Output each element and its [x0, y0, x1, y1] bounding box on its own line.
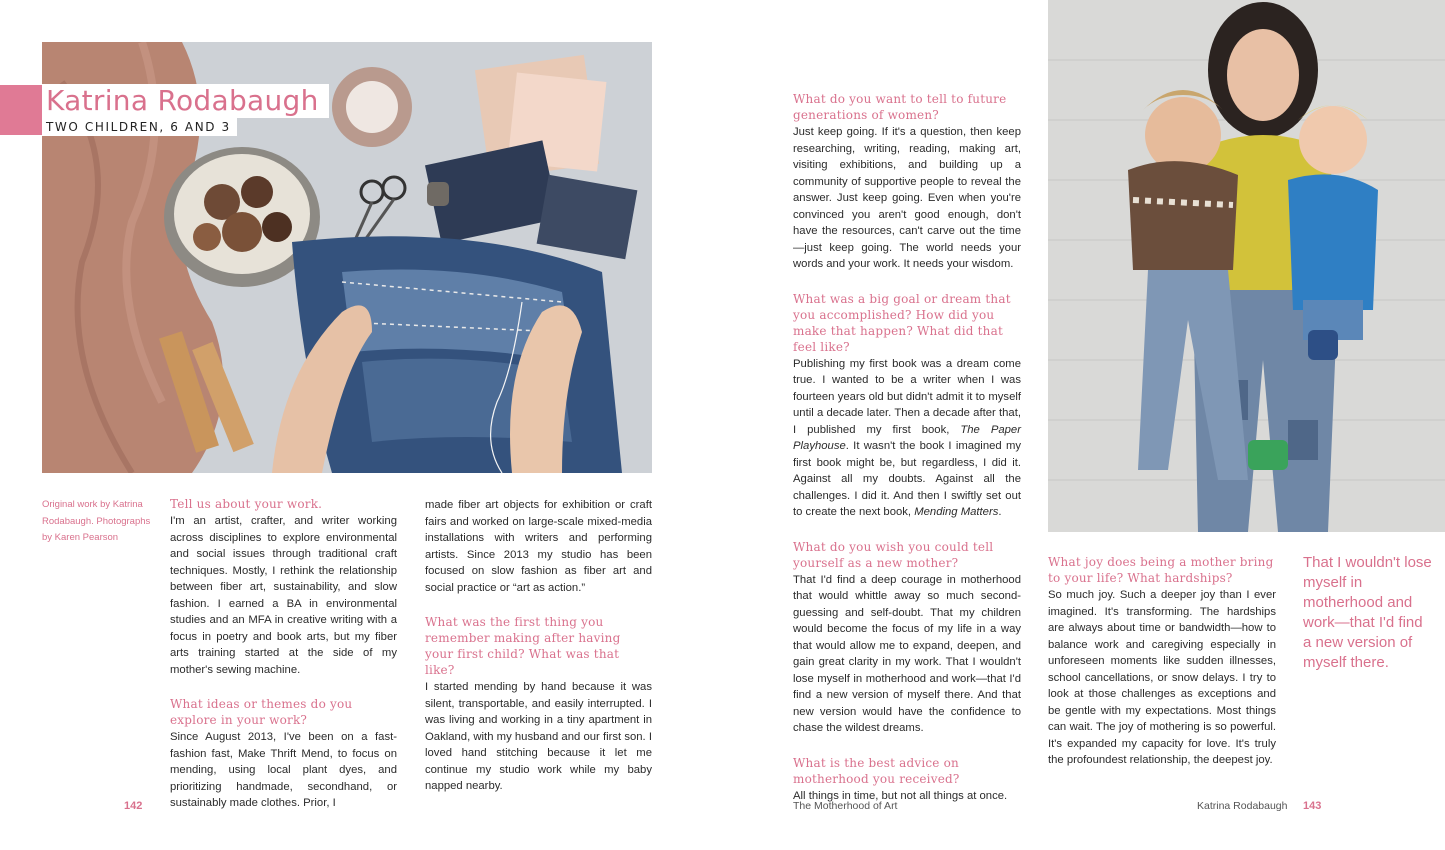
- caption-text: Original work by Katrina Rodabaugh. Photographs by Karen Pearson: [42, 499, 151, 543]
- question-heading: What is the best advice on motherhood you received?: [793, 755, 960, 786]
- right-column-1: [793, 91, 1021, 804]
- answer-text: I started mending by hand because it was silent, transportable, and easily interrupted. I was living and working in a tiny apartment in Oakland, with my husband and our first son. I loved hand stitching because it let me continue my studio work while my baby napped nearby.: [425, 681, 652, 792]
- pull-quote-text: That I wouldn't lose myself in motherhood and work—that I'd find a new version of myself there.: [1303, 554, 1432, 671]
- question-heading: What ideas or themes do you explore in your work?: [170, 697, 353, 727]
- right-column-2: [1048, 554, 1276, 769]
- photo-caption: [42, 497, 152, 547]
- footer-book-title: The Motherhood of Art: [793, 800, 898, 812]
- profile-subtitle: TWO CHILDREN, 6 AND 3: [46, 120, 231, 134]
- answer-part: Publishing my first book was a dream come true. I wanted to be a writer when I was fourteen years old but didn't admit it to myself until a decade later. Then a decade after that, I published my first book,: [793, 357, 1021, 436]
- pull-quote: [1303, 553, 1433, 673]
- answer-text: Just keep going. If it's a question, then keep researching, writing, reading, making art, visiting exhibitions, and building up a community of supportive people to reveal the answer. Just keep going. Even when you're convinced you aren't good enough, don't have the resources, can't carve out the time—just keep going. The world needs your words and your work. It needs your wisdom.: [793, 126, 1021, 270]
- answer-text: I'm an artist, crafter, and writer working across disciplines to explore environmental and social issues through traditional craft techniques. Mostly, I rethink the relationship between fiber art, sustainability, and slow fashion. I earned a BA in environmental studies and an MFA in creative writing with a focus in poetry and book arts, but my fiber arts training started at the side of my mother's sewing machine.: [170, 515, 397, 676]
- left-column-2: [425, 497, 652, 795]
- answer-part: .: [998, 506, 1002, 518]
- profile-name: Katrina Rodabaugh: [46, 84, 319, 117]
- book-title: The Paper Playhouse: [793, 423, 1021, 452]
- page-number-left: 142: [124, 800, 143, 812]
- family-photo: [1048, 0, 1445, 532]
- answer-continuation: made fiber art objects for exhibition or craft fairs and worked on large-scale mixed-media installations with writers and performing artists. Since 2013 my studio has been focused on slow fashion as fiber art and social practice or “art as action.”: [425, 499, 652, 594]
- mother-children-illustration: [1048, 0, 1445, 532]
- footer-author-name: Katrina Rodabaugh: [1197, 800, 1288, 812]
- answer-text: All things in time, but not all things at once.: [793, 789, 1008, 802]
- question-heading: What do you want to tell to future generations of women?: [793, 92, 1007, 122]
- page-number-right: 143: [1303, 800, 1322, 812]
- name-title-box: [42, 84, 329, 118]
- subtitle-box: [42, 118, 237, 136]
- left-column-1: [170, 496, 397, 812]
- question-heading: What was a big goal or dream that you accomplished? How did you make that happen? What did that feel like?: [793, 291, 1011, 354]
- answer-text: Since August 2013, I've been on a fast-fashion fast, Make Thrift Mend, to focus on mending, using local plant dyes, and prioritizing handmade, secondhand, or sustainably made clothes. Prior, I: [170, 731, 397, 809]
- book-title: Mending Matters: [914, 506, 999, 518]
- answer-text: [793, 356, 1021, 521]
- answer-text: That I'd find a deep courage in motherhood that would whittle away so much second-guessing and self-doubt. That my children would become the focus of my life in a way that would allow me to expand, deepen, and gain great clarity in my work. That I wouldn't lose myself in motherhood and work—that I'd find a new version of myself there. And that new version would have the confidence to chase the wildest dreams.: [793, 573, 1021, 734]
- question-heading: What was the first thing you remember making after having your first child? What was that like?: [425, 615, 621, 677]
- question-heading: What joy does being a mother bring to your life? What hardships?: [1048, 555, 1274, 585]
- answer-text: So much joy. Such a deeper joy than I ever imagined. It's transforming. The hardships are always about time or bandwidth—how to balance work and caregiving especially in unforeseen moments like sudden illnesses, school cancellations, or snow delays. I try to look at those challenges as exceptions and be gentle with my expectations. Most things can wait. The joy of mothering is so powerful. It's expanded my capacity for love. It's truly the profoundest relationship, the deepest joy.: [1048, 589, 1276, 766]
- question-heading: What do you wish you could tell yourself as a new mother?: [793, 539, 994, 570]
- answer-part: . It wasn't the book I imagined my first book might be, but regardless, I did it. Against all my doubts. Against all the challenges. I did it. And then I swiftly set out to create the next book,: [793, 440, 1021, 518]
- question-heading: Tell us about your work.: [170, 497, 323, 511]
